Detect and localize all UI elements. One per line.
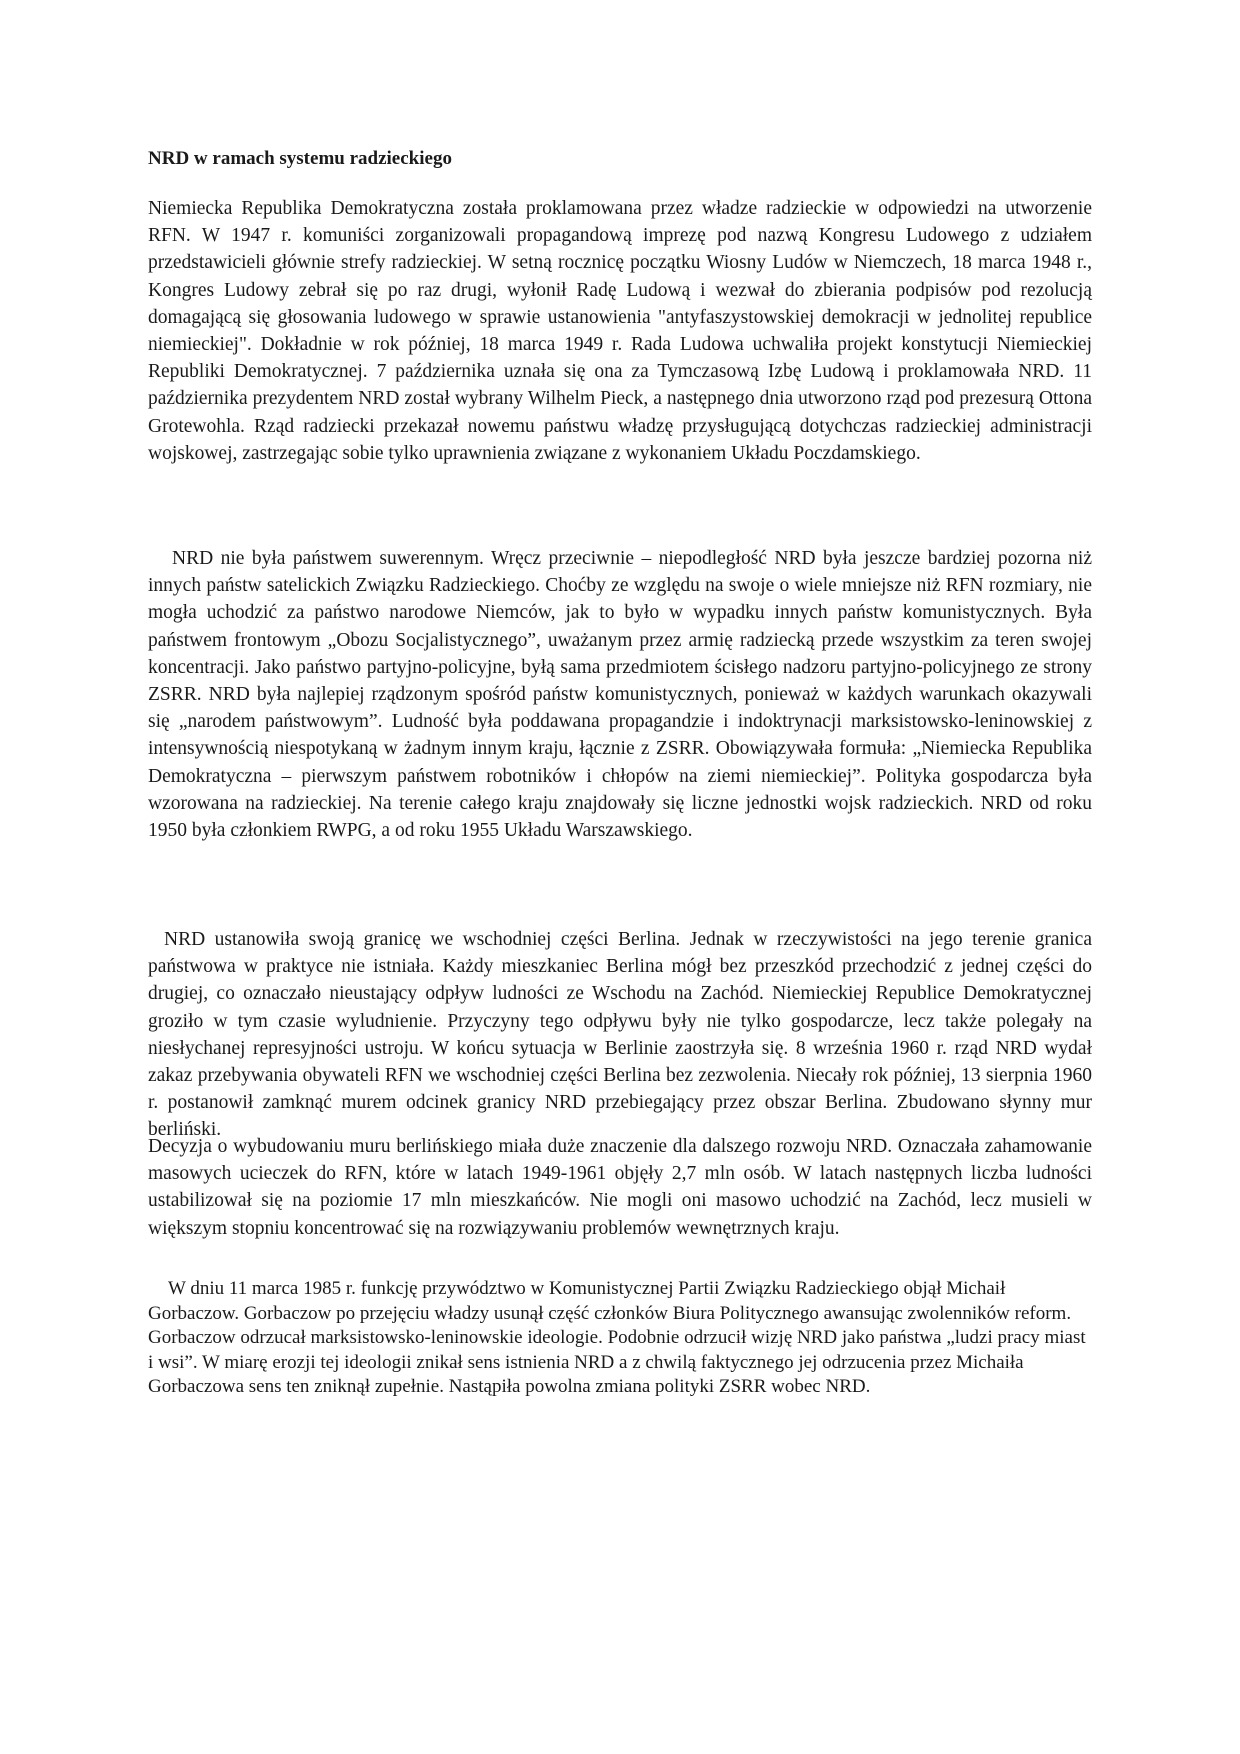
paragraph-3: NRD ustanowiła swoją granicę we wschodniej części Berlina. Jednak w rzeczywistości na jego terenie granica państwowa w praktyce nie istniała. Każdy mieszkaniec Berlina mógł bez przeszkód przechodzić z jednej części do drugiej, co oznaczało nieustający odpływ ludności ze Wschodu na Zachód. Niemieckiej Republice Demokratycznej groziło w tym czasie wyludnienie. Przyczyny tego odpływu były nie tylko gospodarcze, lecz także polegały na niesłychanej represyjności ustroju. W końcu sytuacja w Berlinie zaostrzyła się. 8 września 1960 r. rząd NRD wydał zakaz przebywania obywateli RFN we wschodniej części Berlina bez zezwolenia. Niecały rok później, 13 sierpnia 1960 r. postanowił zamknąć murem odcinek granicy NRD przebiegający przez obszar Berlina. Zbudowano słynny mur berliński. xyxy=(148,929,1092,1141)
paragraph-2: NRD nie była państwem suwerennym. Wręcz przeciwnie – niepodległość NRD była jeszcze bardziej pozorna niż innych państw satelickich Związku Radzieckiego. Choćby ze względu na swoje o wiele mniejsze niż RFN rozmiary, nie mogła uchodzić za państwo narodowe Niemców, jak to było w wypadku innych państw komunistycznych. Była państwem frontowym „Obozu Socjalistycznego”, uważanym przez armię radziecką przede wszystkim za teren swojej koncentracji. Jako państwo partyjno-policyjne, byłą sama przedmiotem ścisłego nadzoru partyjno-policyjnego ze strony ZSRR. NRD była najlepiej rządzonym spośród państw komunistycznych, ponieważ w każdych warunkach okazywali się „narodem państwowym”. Ludność była poddawana propagandzie i indoktrynacji marksistowsko-leninowskiej z intensywnością niespotykaną w żadnym innym kraju, łącznie z ZSRR. Obowiązywała formuła: „Niemiecka Republika Demokratyczna – pierwszym państwem robotników i chłopów na ziemi niemieckiej”. Polityka gospodarcza była wzorowana na radzieckiej. Na terenie całego kraju znajdowały się liczne jednostki wojsk radzieckich. NRD od roku 1950 była członkiem RWPG, a od roku 1955 Układu Warszawskiego. xyxy=(148,548,1092,842)
paragraph-5: W dniu 11 marca 1985 r. funkcję przywództwo w Komunistycznej Partii Związku Radzieckiego objął Michaił Gorbaczow. Gorbaczow po przejęciu władzy usunął część członków Biura Politycznego awansując zwolenników reform. Gorbaczow odrzucał marksistowsko-leninowskie ideologie. Podobnie odrzucił wizję NRD jako państwa „ludzi pracy miast i wsi”. W miarę erozji tej ideologii znikał sens istnienia NRD a z chwilą faktycznego jej odrzucenia przez Michaiła Gorbaczowa sens ten zniknął zupełnie. Nastąpiła powolna zmiana polityki ZSRR wobec NRD. xyxy=(148,1278,1086,1398)
paragraph-4: Decyzja o wybudowaniu muru berlińskiego miała duże znaczenie dla dalszego rozwoju NRD. Oznaczała zahamowanie masowych ucieczek do RFN, które w latach 1949-1961 objęły 2,7 mln osób. W latach następnych liczba ludności ustabilizował się na poziomie 17 mln mieszkańców. Nie mogli oni masowo uchodzić na Zachód, lecz musieli w większym stopniu koncentrować się na rozwiązywaniu problemów wewnętrznych kraju. xyxy=(148,1136,1092,1239)
document-title: NRD w ramach systemu radzieckiego xyxy=(148,148,452,169)
paragraph-1: Niemiecka Republika Demokratyczna została proklamowana przez władze radzieckie w odpowiedzi na utworzenie RFN. W 1947 r. komuniści zorganizowali propagandową imprezę pod nazwą Kongresu Ludowego z udziałem przedstawicieli głównie strefy radzieckiej. W setną rocznicę początku Wiosny Ludów w Niemczech, 18 marca 1948 r., Kongres Ludowy zebrał się po raz drugi, wyłonił Radę Ludową i wezwał do zbierania podpisów pod rezolucją domagającą się głosowania ludowego w sprawie ustanowienia "antyfaszystowskiej demokracji w jednolitej republice niemieckiej". Dokładnie w rok później, 18 marca 1949 r. Rada Ludowa uchwaliła projekt konstytucji Niemieckiej Republiki Demokratycznej. 7 października uznała się ona za Tymczasową Izbę Ludową i proklamowała NRD. 11 października prezydentem NRD został wybrany Wilhelm Pieck, a następnego dnia utworzono rząd pod prezesurą Ottona Grotewohla. Rząd radziecki przekazał nowemu państwu władzę przysługującą dotychczas radzieckiej administracji wojskowej, zastrzegając sobie tylko uprawnienia związane z wykonaniem Układu Poczdamskiego. xyxy=(148,198,1092,464)
